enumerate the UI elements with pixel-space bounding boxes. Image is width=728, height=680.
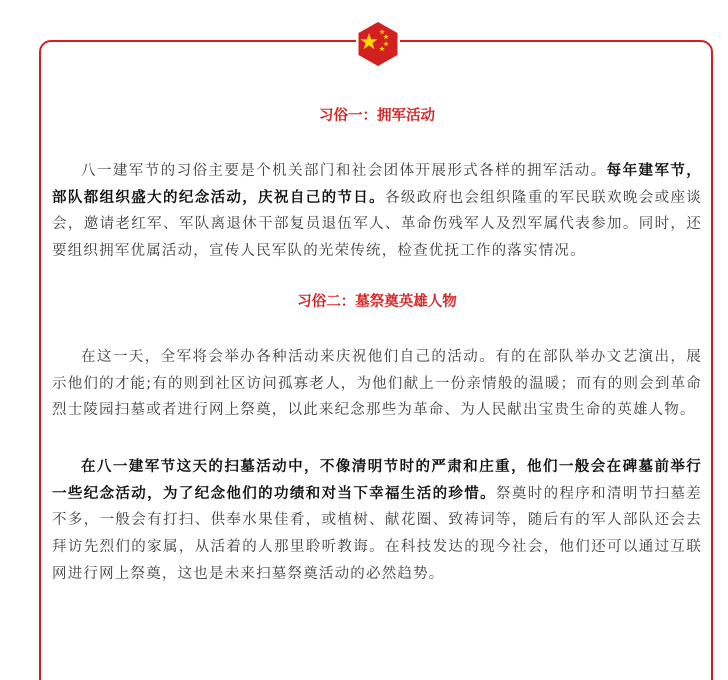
section1-lead-text: 八一建军节的习俗主要是个机关部门和社会团体开展形式各样的拥军活动。 xyxy=(81,163,607,179)
china-flag-star-icon xyxy=(352,18,404,70)
section2-paragraph-1: 在这一天，全军将会举办各种活动来庆祝他们自己的活动。有的在部队举办文艺演出，展示他们的才能;有的则到社区访问孤寡老人，为他们献上一份亲情般的温暖；而有的则会到革命烈士陵园扫墓或者进行网上祭奠，以此来纪念那些为革命、为人民献出宝贵生命的英雄人物。 xyxy=(52,348,702,419)
section1-rest-text: 各级政府也会组织隆重的军民联欢晚会或座谈会，邀请老红军、军队离退休干部复员退伍军人、革命伤残军人及烈军属代表参加。同时，还要组织拥军优属活动，宣传人民军队的光荣传统，检查优抚工作的落实情况。 xyxy=(52,189,703,260)
section2-paragraph-2 xyxy=(52,454,702,588)
section-heading-2: 习俗二：墓祭奠英雄人物 xyxy=(297,293,457,310)
article-body xyxy=(52,104,702,587)
section1-bold-text: 每年建军节，部队都组织盛大的纪念活动，庆祝自己的节日。 xyxy=(52,163,702,206)
section1-paragraph xyxy=(52,158,702,265)
section2-rest-text: 祭奠时的程序和清明节扫墓差不多，一般会有打扫、供奉水果佳肴，或植树、献花圈、致祷词等，随后有的军人部队还会去拜访先烈们的家属，从活着的人那里聆听教诲。在科技发达的现今社会，他们还可以通过互联网进行网上祭奠，这也是未来扫墓祭奠活动的必然趋势。 xyxy=(52,485,702,582)
section-heading-1: 习俗一：拥军活动 xyxy=(319,108,435,124)
section2-bold-text: 在八一建军节这天的扫墓活动中，不像清明节时的严肃和庄重，他们一般会在碑墓前举行一些纪念活动，为了纪念他们的功绩和对当下幸福生活的珍惜。 xyxy=(52,458,702,502)
